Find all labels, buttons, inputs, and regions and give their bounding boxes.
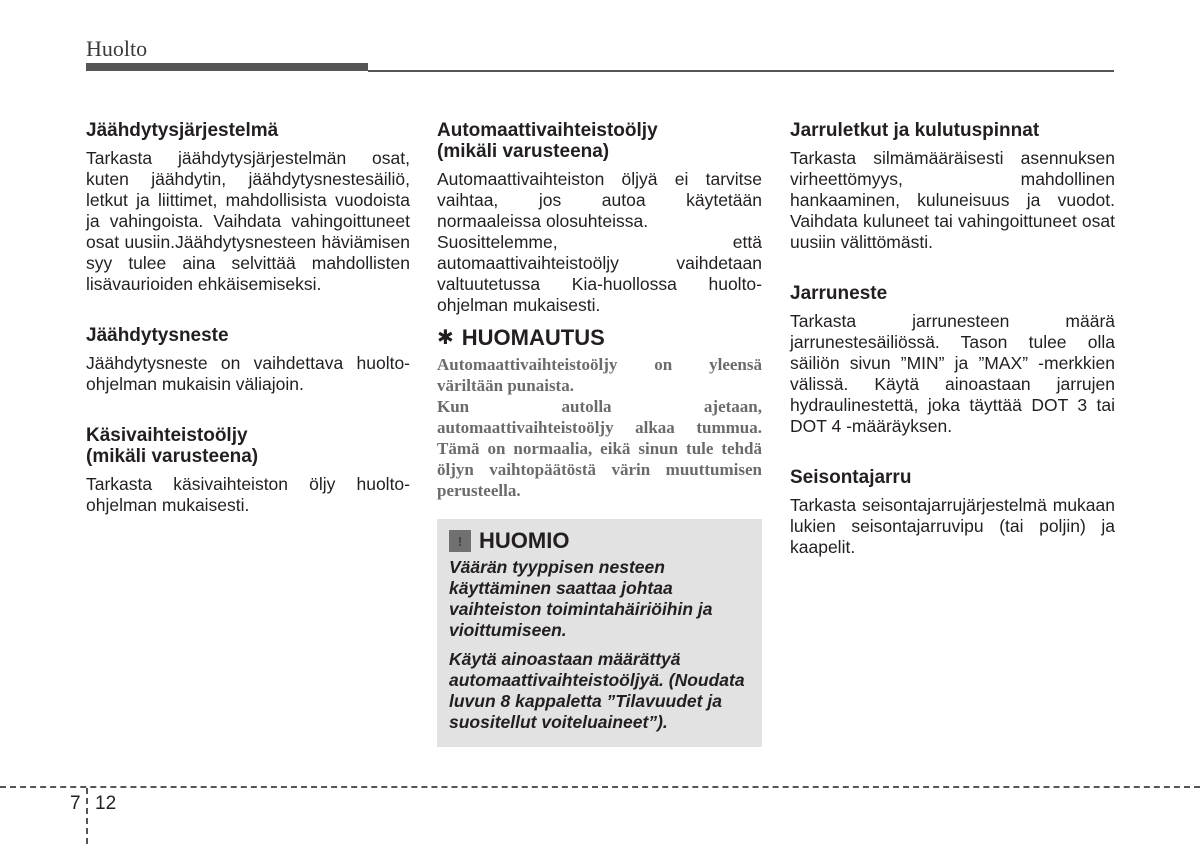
body-parking-brake: Tarkasta seisontajarrujärjestelmä mukaan lukien seisontajarruvipu (tai poljin) ja kaapelit.: [790, 495, 1115, 557]
footer-divider: [86, 788, 88, 844]
section-title: Huolto: [86, 36, 148, 61]
heading-cooling-system: Jäähdytysjärjestelmä: [86, 120, 279, 141]
body-coolant: Jäähdytysneste on vaihdettava huolto-ohjelman mukaisin väliajoin.: [86, 353, 410, 394]
column-right: [790, 120, 1115, 558]
heading-automatic-transmission-oil-line2: (mikäli varusteena): [437, 141, 610, 162]
heading-automatic-transmission-oil-line1: Automaattivaihteistoöljy: [437, 120, 658, 141]
body-brake-hoses: Tarkasta silmämääräisesti asennuksen virheettömyys, mahdollinen hankaaminen, kuluneisuus ja vuodot. Vaihdata kuluneet tai vahingoittuneet osat uusiin välittömästi.: [790, 148, 1115, 252]
heading-brake-hoses: Jarruletkut ja kulutuspinnat: [790, 120, 1040, 141]
body-atf-paragraph-1: Automaattivaihteiston öljyä ei tarvitse vaihtaa, jos autoa käytetään normaaleissa olosuhteissa.: [437, 169, 762, 231]
page-number: 12: [95, 793, 117, 814]
caution-paragraph-2: Käytä ainoastaan määrättyä automaattivaihteistoöljyä. (Noudata luvun 8 kappaletta ”Tilavuudet ja suositellut voiteluaineet”).: [449, 649, 745, 732]
heading-parking-brake: Seisontajarru: [790, 467, 912, 488]
heading-brake-fluid: Jarruneste: [790, 283, 888, 304]
column-left: [86, 120, 410, 516]
body-manual-transmission-oil: Tarkasta käsivaihteiston öljy huolto-ohjelman mukaisesti.: [86, 474, 410, 515]
heading-automatic-transmission-oil: [437, 120, 762, 162]
heading-manual-transmission-oil: [86, 425, 410, 467]
note-block: [437, 326, 762, 501]
chapter-number: 7: [70, 793, 81, 814]
star-icon: ✱: [437, 327, 454, 349]
heading-coolant: Jäähdytysneste: [86, 325, 229, 346]
note-paragraph-2: Kun autolla ajetaan, automaattivaihteistoöljy alkaa tummua. Tämä on normaalia, eikä sinun tule tehdä öljyn vaihtopäätöstä värin muuttumisen perusteella.: [437, 397, 762, 500]
body-atf-paragraph-2: Suosittelemme, että automaattivaihteistoöljy vaihdetaan valtuutetussa Kia-huollossa huolto-ohjelman mukaisesti.: [437, 232, 762, 315]
footer-dashed-line: [0, 786, 1200, 788]
caution-title: HUOMIO: [479, 528, 570, 553]
caution-header: [449, 529, 750, 553]
caution-box: [437, 519, 762, 747]
caution-paragraph-1: Väärän tyyppisen nesteen käyttäminen saattaa johtaa vaihteiston toimintahäiriöihin ja vioittumiseen.: [449, 557, 713, 640]
note-paragraph-1: Automaattivaihteistoöljy on yleensä väriltään punaista.: [437, 355, 762, 395]
column-middle: [437, 120, 762, 747]
body-cooling-system: Tarkasta jäähdytysjärjestelmän osat, kuten jäähdytin, jäähdytysnestesäiliö, letkut ja liittimet, mahdollisista vuodoista ja vahingoista. Vaihdata vahingoittuneet osat uusiin.Jäähdytysnesteen häviämisen syy tulee aina selvittää mahdollisten lisävaurioiden ehkäisemiseksi.: [86, 148, 410, 294]
body-brake-fluid: Tarkasta jarrunesteen määrä jarrunestesäiliössä. Tason tulee olla säiliön sivun ”MIN” ja ”MAX” -merkkien välissä. Käytä ainoastaan jarrujen hydraulinestettä, joka täyttää DOT 3 tai DOT 4 -määräyksen.: [790, 311, 1115, 436]
exclamation-icon: !: [449, 530, 471, 552]
heading-manual-transmission-oil-line1: Käsivaihteistoöljy: [86, 425, 248, 446]
header-rule-thin: [368, 70, 1114, 72]
note-heading: [437, 326, 762, 350]
note-title: HUOMAUTUS: [461, 325, 605, 350]
heading-manual-transmission-oil-line2: (mikäli varusteena): [86, 446, 259, 467]
header-rule-thick: [86, 63, 368, 71]
